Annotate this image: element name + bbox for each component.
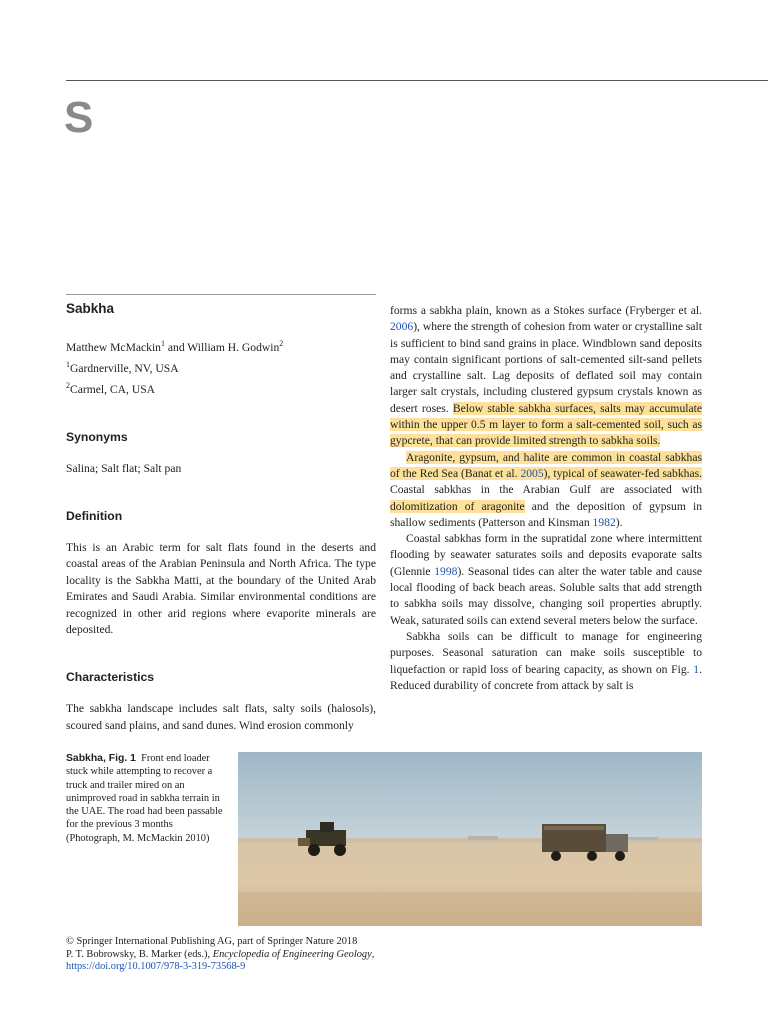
p1-text-a: forms a sabkha plain, known as a Stokes surface (Fryberger et al. xyxy=(390,304,702,317)
photo-sky xyxy=(238,752,702,840)
p2-highlight-c: dolomitization of aragonite xyxy=(390,499,525,513)
p2-text-a: Coastal sabkhas in the Arabian Gulf are associated with xyxy=(390,483,702,497)
figure-caption-text: Front end loader stuck while attempting to recover a truck and trailer mired on an unimproved road in sabkha terrain in the UAE. The road had been passable for the previous 3 months (Photograph, M. McMackin 2010) xyxy=(66,753,223,844)
citation-book-title: Encyclopedia of Engineering Geology xyxy=(212,948,372,960)
p2-highlight-b: ), typical of seawater-fed sabkhas. xyxy=(543,466,703,480)
sabkha-photo xyxy=(238,752,702,926)
authors-block xyxy=(66,335,376,398)
characteristics-heading: Characteristics xyxy=(66,670,155,685)
p3-text-b: ). Seasonal tides can alter the water table and cause local flooding of back beach areas. Soluble salts that add strength to sabkha soils may dissolve, changing soil properties abruptly. Weak, saturated soils can extend several meters below the surface. xyxy=(390,564,702,627)
entry-title: Sabkha xyxy=(66,301,115,316)
ref-patterson-1982[interactable]: 1982 xyxy=(592,515,616,529)
synonyms-heading: Synonyms xyxy=(66,429,128,444)
author-2-sup: 2 xyxy=(279,339,284,348)
figure-1 xyxy=(66,752,702,926)
p2-text-c: ). xyxy=(615,515,623,529)
figure-label: Sabkha, Fig. 1 xyxy=(66,753,136,764)
definition-text: This is an Arabic term for salt flats found in the deserts and coastal areas of the Arabian Peninsula and North Africa. The type locality is the Sabkha Matti, at the boundary of the United Arab Emirates and Saudi Arabia. Similar environmental conditions are recognized in other arid regions where evaporite minerals are deposited. xyxy=(66,540,376,637)
affiliation-2-text: Carmel, CA, USA xyxy=(70,382,156,396)
top-rule xyxy=(66,80,768,81)
p2-highlight-a: Aragonite, gypsum, and halite are common in coastal sabkhas of the Red Sea (Banat et al. xyxy=(390,450,702,480)
p4-text-a: Sabkha soils can be difficult to manage for engineering purposes. Seasonal saturation can make soils susceptible to liquefaction or rapid loss of bearing capacity, as shown on Fig. xyxy=(390,629,702,676)
citation-editors: P. T. Bobrowsky, B. Marker (eds.), xyxy=(66,948,213,960)
affiliation-2-num: 2 xyxy=(66,380,70,390)
paragraph-3 xyxy=(390,531,702,629)
p1-highlight: Below stable sabkha surfaces, salts may accumulate within the upper 0.5 m layer to form a salt-cemented soil, such as gypcrete, that can provide limited strength to sabkha soils. xyxy=(390,401,702,448)
characteristics-text: The sabkha landscape includes salt flats, salty soils (halosols), scoured sand plains, and sand dunes. Wind erosion commonly xyxy=(66,702,376,732)
section-letter: S xyxy=(64,93,94,142)
affiliation-2 xyxy=(66,377,376,398)
affiliation-1-text: Gardnerville, NV, USA xyxy=(70,361,179,375)
paragraph-4 xyxy=(390,629,702,694)
citation-line xyxy=(66,949,374,962)
ref-glennie-1998[interactable]: 1998 xyxy=(434,564,458,578)
right-column xyxy=(390,303,702,694)
figure-caption xyxy=(66,752,226,845)
left-column xyxy=(66,294,376,734)
affiliation-1 xyxy=(66,356,376,377)
doi-link[interactable]: https://doi.org/10.1007/978-3-319-73568-9 xyxy=(66,961,246,973)
synonyms-text: Salina; Salt flat; Salt pan xyxy=(66,461,182,475)
definition-heading: Definition xyxy=(66,508,123,523)
ref-fig-1[interactable]: 1 xyxy=(693,662,700,676)
footer xyxy=(66,936,374,974)
p3-text-a: Coastal sabkhas form in the supratidal zone where intermittent flooding by seawater saturates soils and deposits evaporate salts (Glennie xyxy=(390,532,702,578)
p4-text-b: . Reduced durability of concrete from attack by salt is xyxy=(390,662,702,692)
ref-fryberger-2006[interactable]: 2006 xyxy=(390,320,414,334)
affiliation-1-num: 1 xyxy=(66,359,70,369)
author-2: and William H. Godwin xyxy=(164,340,280,354)
paragraph-2 xyxy=(390,450,702,531)
p1-text-b: ), where the strength of cohesion from water or crystalline salt is sufficient to bind sand grains in place. Windblown sand deposits may contain significant portions of salt-cemented silt-sand pellets and crystalline salt. Lag deposits of deflated soil may contain larger salt crystals, including clustered gypsum crystals known as desert roses. xyxy=(390,320,702,415)
title-rule xyxy=(66,294,376,295)
copyright-line: © Springer International Publishing AG, part of Springer Nature 2018 xyxy=(66,936,358,947)
author-1: Matthew McMackin xyxy=(66,340,161,354)
author-line xyxy=(66,335,376,356)
author-1-sup: 1 xyxy=(160,339,165,348)
paragraph-1 xyxy=(390,303,702,450)
citation-comma: , xyxy=(371,948,375,960)
p2-text-b: and the deposition of gypsum in shallow sediments (Patterson and Kinsman xyxy=(390,499,702,529)
ref-banat-2005[interactable]: 2005 xyxy=(520,466,544,480)
